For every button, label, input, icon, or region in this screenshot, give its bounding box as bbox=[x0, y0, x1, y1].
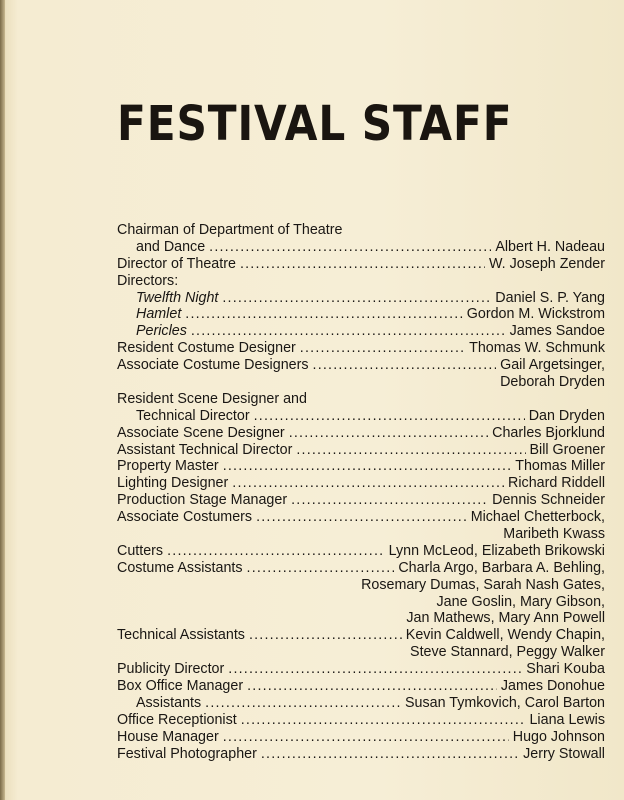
staff-row bbox=[117, 408, 605, 425]
role-label: Chairman of Department of Theatre bbox=[117, 222, 343, 238]
dot-leader bbox=[209, 239, 491, 256]
dot-leader bbox=[256, 509, 467, 526]
staff-name: Gail Argetsinger, bbox=[500, 357, 605, 374]
staff-name: Charles Bjorklund bbox=[492, 424, 605, 441]
dot-leader bbox=[247, 560, 395, 577]
staff-row bbox=[117, 746, 605, 763]
staff-name: Liana Lewis bbox=[529, 711, 605, 728]
staff-row bbox=[117, 340, 605, 357]
staff-row bbox=[117, 306, 605, 323]
role-label: Assistants bbox=[136, 694, 202, 711]
staff-name: Bill Groener bbox=[529, 441, 605, 458]
page-title: FESTIVAL STAFF bbox=[117, 96, 513, 152]
staff-row bbox=[117, 712, 605, 729]
staff-name: Daniel S. P. Yang bbox=[495, 289, 605, 306]
dot-leader bbox=[254, 408, 525, 425]
staff-name: James Donohue bbox=[500, 678, 605, 695]
dot-leader bbox=[228, 661, 522, 678]
dot-leader bbox=[241, 712, 526, 729]
staff-name: Gordon M. Wickstrom bbox=[466, 306, 605, 323]
role-label: Technical Director bbox=[136, 407, 250, 424]
role-label: Production Stage Manager bbox=[117, 492, 288, 509]
staff-list bbox=[117, 222, 605, 763]
dot-leader bbox=[249, 627, 402, 644]
staff-name: W. Joseph Zender bbox=[488, 255, 605, 272]
role-label: Cutters bbox=[117, 542, 164, 559]
role-label: Resident Costume Designer bbox=[117, 340, 296, 357]
staff-name: Susan Tymkovich, Carol Barton bbox=[405, 694, 605, 711]
staff-row bbox=[117, 695, 605, 712]
dot-leader bbox=[240, 256, 485, 273]
play-title: Pericles bbox=[136, 323, 187, 340]
staff-name-continuation: Jane Goslin, Mary Gibson, bbox=[436, 593, 605, 610]
dot-leader bbox=[313, 357, 497, 374]
staff-name: Thomas W. Schmunk bbox=[469, 340, 605, 357]
staff-row bbox=[117, 458, 605, 475]
staff-name: Thomas Miller bbox=[515, 458, 605, 475]
staff-row bbox=[117, 256, 605, 273]
staff-row bbox=[117, 222, 605, 239]
staff-name: Kevin Caldwell, Wendy Chapin, bbox=[405, 627, 605, 644]
staff-row bbox=[117, 678, 605, 695]
dot-leader bbox=[296, 442, 525, 459]
staff-row bbox=[117, 290, 605, 307]
staff-row bbox=[117, 560, 605, 577]
staff-name-continuation: Rosemary Dumas, Sarah Nash Gates, bbox=[361, 576, 605, 593]
role-label: and Dance bbox=[136, 238, 206, 255]
staff-name-continuation: Deborah Dryden bbox=[500, 374, 605, 391]
staff-row bbox=[117, 442, 605, 459]
role-label: Assistant Technical Director bbox=[117, 441, 293, 458]
staff-name: Richard Riddell bbox=[508, 475, 605, 492]
staff-row bbox=[117, 357, 605, 374]
staff-name: Dennis Schneider bbox=[492, 492, 605, 509]
role-label: Lighting Designer bbox=[117, 475, 229, 492]
role-label: Technical Assistants bbox=[117, 627, 245, 644]
staff-row bbox=[117, 627, 605, 644]
role-label: Costume Assistants bbox=[117, 559, 243, 576]
dot-leader bbox=[232, 475, 504, 492]
dot-leader bbox=[291, 492, 488, 509]
dot-leader bbox=[223, 458, 512, 475]
staff-row bbox=[117, 273, 605, 290]
dot-leader bbox=[261, 746, 519, 763]
dot-leader bbox=[222, 290, 491, 307]
dot-leader bbox=[223, 729, 509, 746]
role-label: Box Office Manager bbox=[117, 678, 244, 695]
staff-row bbox=[117, 323, 605, 340]
staff-row bbox=[117, 239, 605, 256]
staff-name: Lynn McLeod, Elizabeth Brikowski bbox=[388, 542, 605, 559]
role-label: Associate Costume Designers bbox=[117, 357, 309, 374]
role-label: House Manager bbox=[117, 728, 219, 745]
staff-name: Albert H. Nadeau bbox=[495, 238, 605, 255]
staff-name-continuation: Maribeth Kwass bbox=[503, 526, 605, 543]
staff-name: Dan Dryden bbox=[528, 407, 605, 424]
role-label: Festival Photographer bbox=[117, 745, 257, 762]
staff-row bbox=[117, 661, 605, 678]
role-label: Office Receptionist bbox=[117, 711, 237, 728]
dot-leader bbox=[247, 678, 497, 695]
role-label: Associate Scene Designer bbox=[117, 424, 285, 441]
staff-row bbox=[117, 391, 605, 408]
staff-name-continuation: Steve Stannard, Peggy Walker bbox=[410, 644, 605, 661]
dot-leader bbox=[167, 543, 384, 560]
dot-leader bbox=[205, 695, 401, 712]
staff-name: Michael Chetterbock, bbox=[470, 509, 605, 526]
staff-row bbox=[117, 492, 605, 509]
staff-row bbox=[117, 543, 605, 560]
staff-name: Jerry Stowall bbox=[523, 745, 605, 762]
role-label: Director of Theatre bbox=[117, 255, 236, 272]
staff-name: Shari Kouba bbox=[526, 661, 605, 678]
role-label: Publicity Director bbox=[117, 661, 225, 678]
role-label: Resident Scene Designer and bbox=[117, 390, 307, 407]
staff-row bbox=[117, 425, 605, 442]
staff-row bbox=[117, 475, 605, 492]
staff-name: James Sandoe bbox=[509, 323, 605, 340]
staff-row bbox=[117, 509, 605, 526]
staff-row bbox=[117, 729, 605, 746]
staff-name: Charla Argo, Barbara A. Behling, bbox=[398, 559, 605, 576]
dot-leader bbox=[185, 306, 462, 323]
role-label: Directors: bbox=[117, 272, 179, 289]
staff-name: Hugo Johnson bbox=[512, 728, 605, 745]
dot-leader bbox=[191, 323, 506, 340]
dot-leader bbox=[289, 425, 488, 442]
dot-leader bbox=[300, 340, 465, 357]
play-title: Twelfth Night bbox=[136, 289, 219, 306]
role-label: Property Master bbox=[117, 458, 219, 475]
role-label: Associate Costumers bbox=[117, 509, 253, 526]
staff-name-continuation: Jan Mathews, Mary Ann Powell bbox=[406, 610, 605, 627]
play-title: Hamlet bbox=[136, 306, 182, 323]
book-spine-edge bbox=[0, 0, 5, 800]
